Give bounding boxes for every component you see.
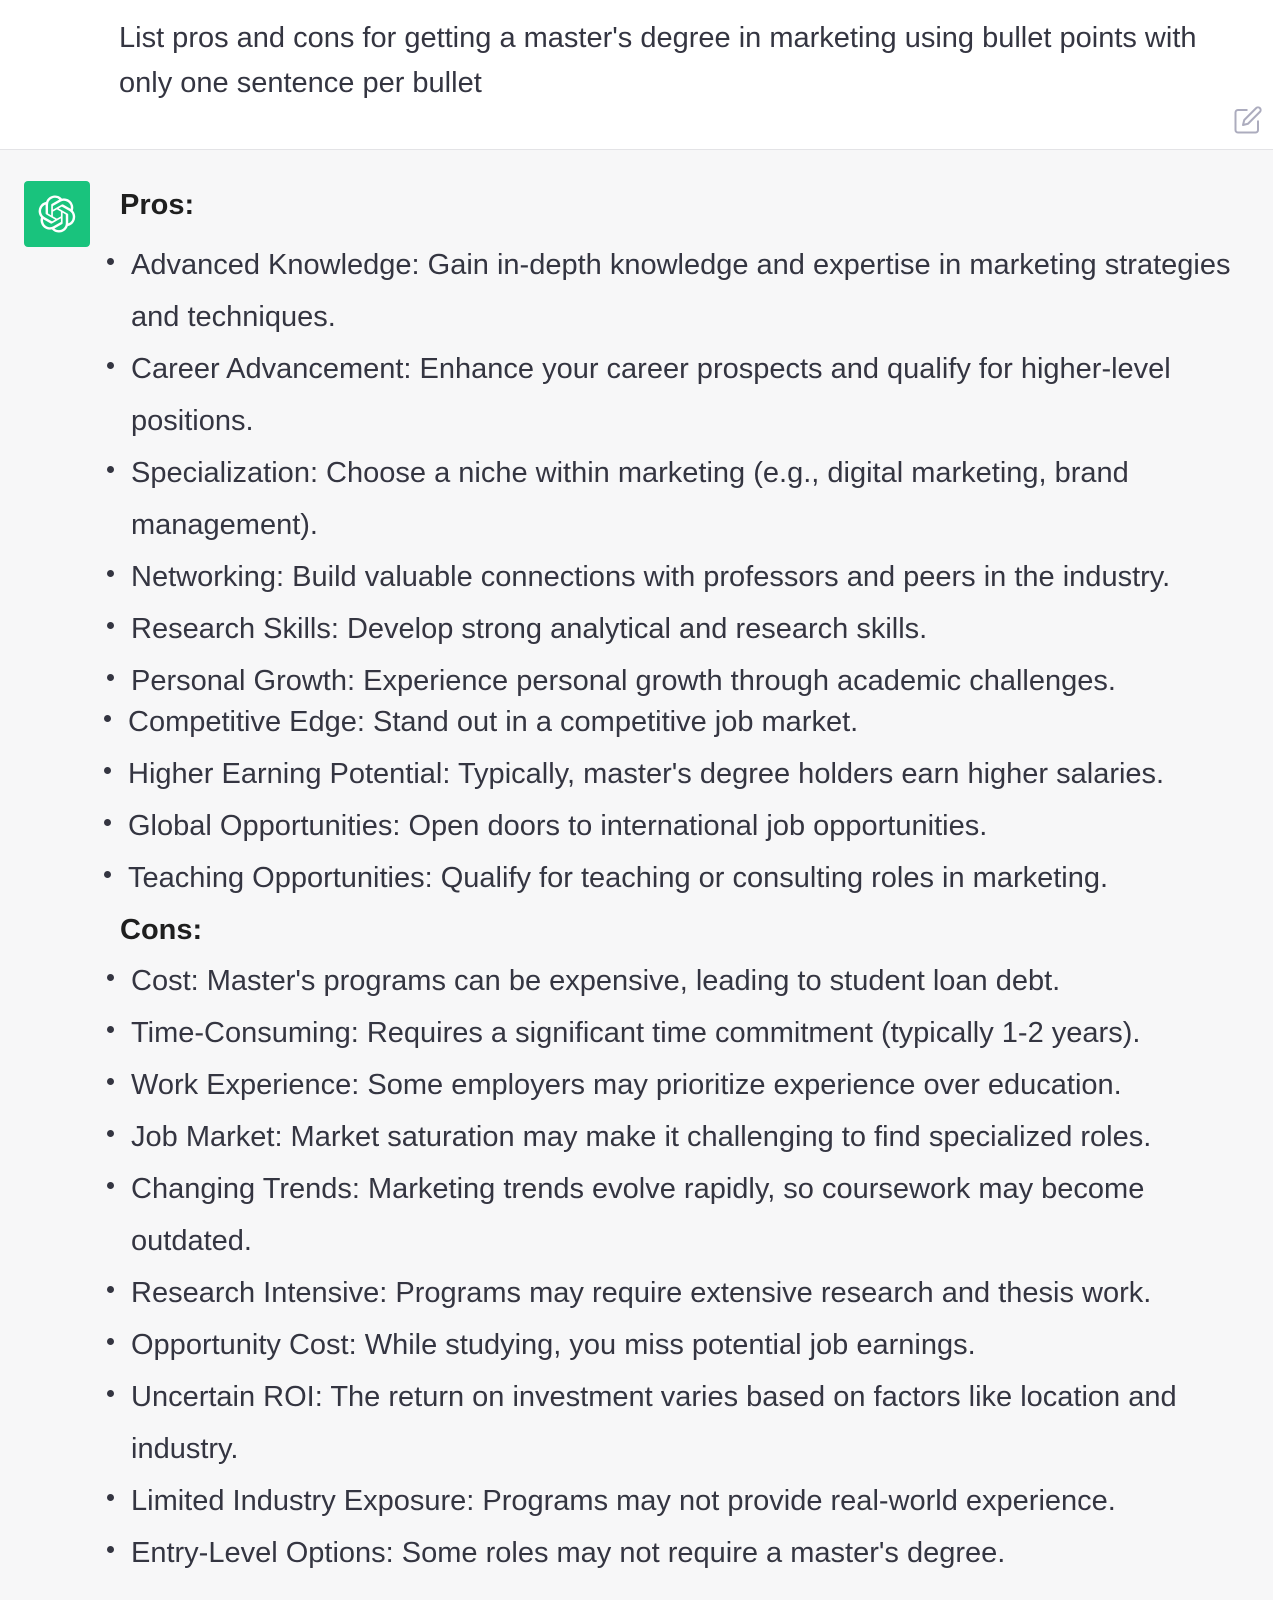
- cons-item: Changing Trends: Marketing trends evolve rapidly, so coursework may become outdated.: [0, 1163, 1273, 1267]
- user-message-text: List pros and cons for getting a master's degree in marketing using bullet points with only one sentence per bullet: [119, 22, 1197, 99]
- cons-heading: Cons:: [120, 914, 203, 946]
- user-message: [0, 0, 1273, 150]
- pros-item: Research Skills: Develop strong analytical and research skills.: [0, 603, 1273, 655]
- cons-item: Entry-Level Options: Some roles may not require a master's degree.: [0, 1527, 1273, 1579]
- assistant-message: [0, 150, 1273, 1600]
- cons-item: Time-Consuming: Requires a significant time commitment (typically 1-2 years).: [0, 1007, 1273, 1059]
- pros-item: Teaching Opportunities: Qualify for teaching or consulting roles in marketing.: [0, 852, 1273, 904]
- pros-item: Personal Growth: Experience personal growth through academic challenges.: [0, 655, 1273, 707]
- pros-item: Advanced Knowledge: Gain in-depth knowledge and expertise in marketing strategies and techniques.: [0, 239, 1273, 343]
- cons-item: Work Experience: Some employers may prioritize experience over education.: [0, 1059, 1273, 1111]
- cons-item: Job Market: Market saturation may make it challenging to find specialized roles.: [0, 1111, 1273, 1163]
- pros-item: Global Opportunities: Open doors to international job opportunities.: [0, 800, 1273, 852]
- pros-item: Career Advancement: Enhance your career prospects and qualify for higher-level positions.: [0, 343, 1273, 447]
- cons-item: Opportunity Cost: While studying, you miss potential job earnings.: [0, 1319, 1273, 1371]
- pros-item: Networking: Build valuable connections with professors and peers in the industry.: [0, 551, 1273, 603]
- pros-item: Competitive Edge: Stand out in a competitive job market.: [0, 696, 1273, 748]
- edit-icon[interactable]: [1233, 105, 1263, 135]
- pros-heading: Pros:: [120, 189, 195, 221]
- openai-logo-icon: [24, 181, 90, 247]
- cons-item: Limited Industry Exposure: Programs may not provide real-world experience.: [0, 1475, 1273, 1527]
- pros-list-continued: [0, 696, 1273, 904]
- pros-item: Specialization: Choose a niche within marketing (e.g., digital marketing, brand management).: [0, 447, 1273, 551]
- cons-item: Cost: Master's programs can be expensive, leading to student loan debt.: [0, 955, 1273, 1007]
- pros-list: [0, 239, 1273, 707]
- pros-item: Higher Earning Potential: Typically, master's degree holders earn higher salaries.: [0, 748, 1273, 800]
- cons-list: [0, 955, 1273, 1579]
- cons-item: Research Intensive: Programs may require extensive research and thesis work.: [0, 1267, 1273, 1319]
- cons-item: Uncertain ROI: The return on investment varies based on factors like location and industry.: [0, 1371, 1273, 1475]
